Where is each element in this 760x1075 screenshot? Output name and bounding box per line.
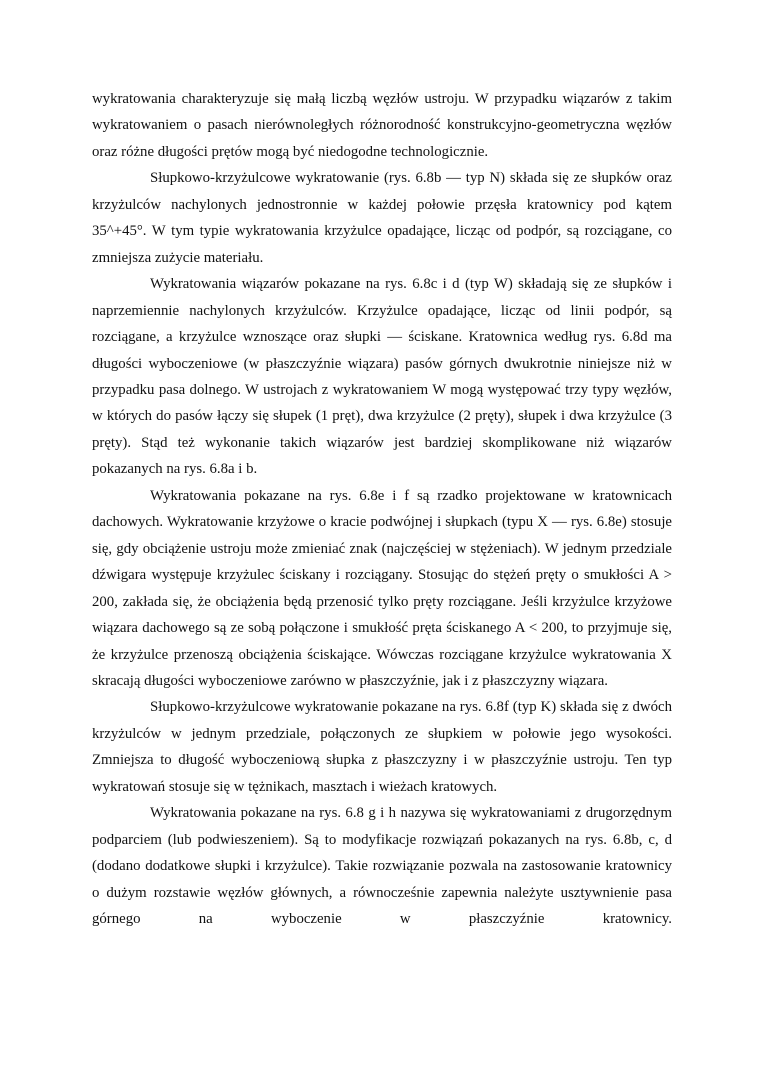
paragraph-2: Słupkowo-krzyżulcowe wykratowanie (rys. 6.8b — typ N) składa się ze słupków oraz krzyżulców nachylonych jednostronnie w każdej połowie przęsła kratownicy pod kątem 35^+45°. W tym typie wykratowania krzyżulce opadające, licząc od podpór, są rozciągane, co zmniejsza zużycie materiału.: [92, 170, 672, 266]
paragraph-3: Wykratowania wiązarów pokazane na rys. 6.8c i d (typ W) składają się ze słupków i naprzemiennie nachylonych krzyżulców. Krzyżulce opadające, licząc od linii podpór, są rozciągane, a krzyżulce wznoszące oraz słupki — ściskane. Kratownica według rys. 6.8d ma długości wyboczeniowe (w płaszczyźnie wiązara) pasów górnych dwukrotnie niniejsze niż w przypadku pasa dolnego. W ustrojach z wykratowaniem W mogą występować trzy typy węzłów, w których do pasów łączy się słupek (1 pręt), dwa krzyżulce (2 pręty), słupek i dwa krzyżulce (3 pręty). Stąd też wykonanie takich wiązarów jest bardziej skomplikowane niż wiązarów pokazanych na rys. 6.8a i b.: [92, 276, 672, 478]
paragraph-5: Słupkowo-krzyżulcowe wykratowanie pokazane na rys. 6.8f (typ K) składa się z dwóch krzyżulców w jednym przedziale, połączonych ze słupkiem w połowie jego wysokości. Zmniejsza to długość wyboczeniową słupka z płaszczyzny i w płaszczyźnie ustroju. Ten typ wykratowań stosuje się w tężnikach, masztach i wieżach kratowych.: [92, 699, 672, 795]
paragraph-6: Wykratowania pokazane na rys. 6.8 g i h nazywa się wykratowaniami z drugorzędnym podparciem (lub podwieszeniem). Są to modyfikacje rozwiązań pokazanych na rys. 6.8b, c, d (dodano dodatkowe słupki i krzyżulce). Takie rozwiązanie pozwala na zastosowanie kratownicy o dużym rozstawie węzłów głównych, a równocześnie zapewnia należyte usztywnienie pasa górnego na wyboczenie w płaszczyźnie kratownicy.: [92, 805, 672, 928]
paragraph-4: Wykratowania pokazane na rys. 6.8e i f są rzadko projektowane w kratownicach dachowych. Wykratowanie krzyżowe o kracie podwójnej i słupkach (typu X — rys. 6.8e) stosuje się, gdy obciążenie ustroju może zmieniać znak (najczęściej w stężeniach). W jednym przedziale dźwigara występuje krzyżulec ściskany i rozciągany. Stosując do stężeń pręty o smukłości A > 200, zakłada się, że obciążenia będą przenosić tylko pręty rozciągane. Jeśli krzyżulce krzyżowe wiązara dachowego są ze sobą połączone i smukłość pręta ściskanego A < 200, to przyjmuje się, że krzyżulce przenoszą obciążenia ściskające. Wówczas rozciągane krzyżulce wykratowania X skracają długości wyboczeniowe zarówno w płaszczyźnie, jak i z płaszczyzny wiązara.: [92, 487, 672, 689]
paragraph-1: wykratowania charakteryzuje się małą liczbą węzłów ustroju. W przypadku wiązarów z takim wykratowaniem o pasach nierównoległych różnorodność konstrukcyjno-geometryczna węzłów oraz różne długości prętów mogą być niedogodne technologicznie.: [92, 91, 672, 160]
body-text: [92, 86, 672, 933]
